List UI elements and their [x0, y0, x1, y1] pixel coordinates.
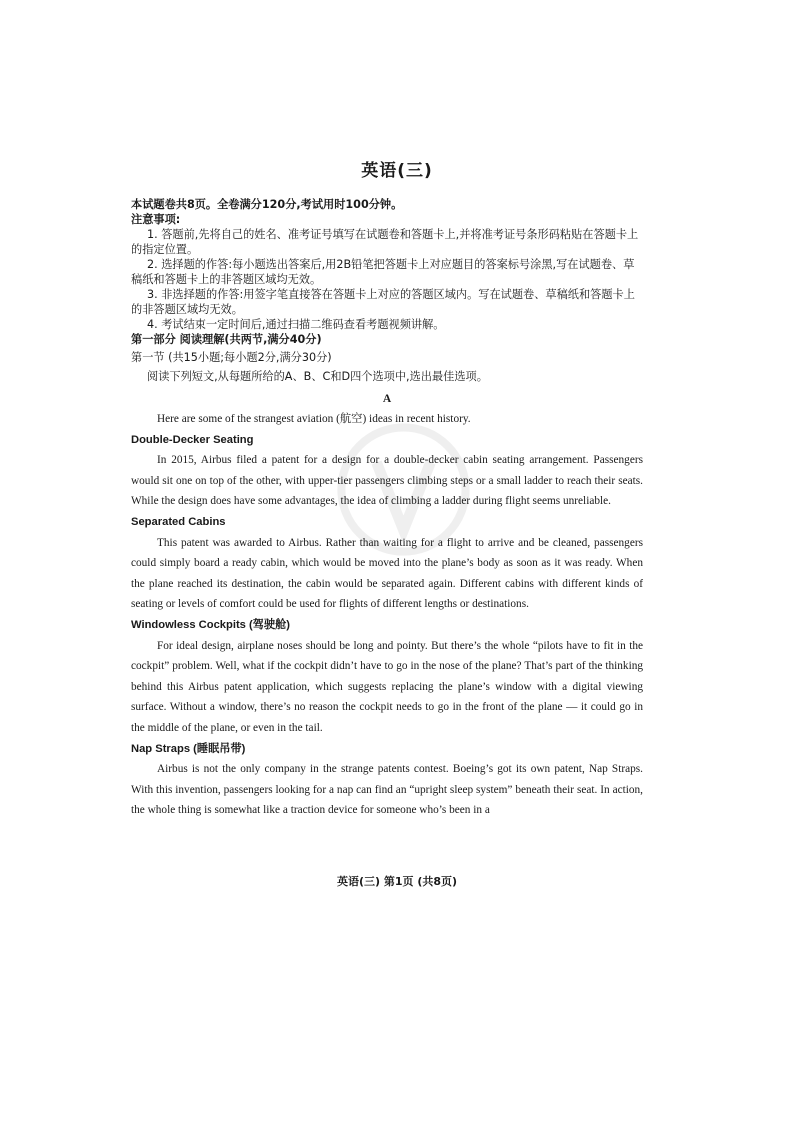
page-footer: 英语(三) 第1页 (共8页) — [336, 875, 458, 888]
notice-heading: 注意事项: — [131, 213, 181, 226]
exam-content — [131, 197, 643, 821]
section-heading: 第一节 (共15小题;每小题2分,满分30分) — [131, 351, 332, 364]
section-body-windowless-cockpits: For ideal design, airplane noses should be long and pointy. But there’s the whole “pilots have to fit in the cockpit” problem. Well, what if the cockpit didn’t have to go in the nose of the plane? That’s part of the thinking behind this Airbus patent application, which suggests replacing the plane’s window with a digital viewing surface. Without a window, there’s no reason the cockpit needs to go in the front of the plane — it could go in the middle of the plane, or even in the tail. — [131, 639, 643, 734]
notice-item: 4. 考试结束一定时间后,通过扫描二维码查看考题视频讲解。 — [147, 318, 445, 331]
section-body-double-decker: In 2015, Airbus filed a patent for a design for a double-decker cabin seating arrangement. Passengers would sit one on top of the other, with upper-tier passengers climbing steps or a small ladder to reach their seats. While the design does have some advantages, the idea of climbing a ladder during flight seems unreliable. — [131, 454, 643, 508]
passage-label: A — [382, 393, 392, 405]
section-title-separated-cabins: Separated Cabins — [131, 515, 226, 528]
section-body-separated-cabins: This patent was awarded to Airbus. Rather than waiting for a flight to arrive and be cleaned, passengers could simply board a ready cabin, which would be moved into the plane’s body as soon as it was ready. When the plane reached its destination, the cabin would be separated again. Different cabins with different kinds of seating or levels of comfort could be used for flights of different lengths or destinations. — [131, 536, 643, 611]
section-title-nap-straps: Nap Straps (睡眠吊带) — [131, 742, 246, 755]
part-heading: 第一部分 阅读理解(共两节,满分40分) — [131, 333, 322, 346]
notice-item: 2. 选择题的作答:每小题选出答案后,用2B铅笔把答题卡上对应题目的答案标号涂黑,写在试题卷、草稿纸和答题卡上的非答题区域均无效。 — [131, 258, 635, 286]
section-title-double-decker: Double-Decker Seating — [131, 433, 254, 446]
section-body-nap-straps: Airbus is not the only company in the strange patents contest. Boeing’s got its own patent, Nap Straps. With this invention, passengers looking for a nap can find an “upright sleep system” beneath their seat. In action, the whole thing is somewhat like a traction device for someone who’s been in a — [131, 763, 643, 817]
passage-intro: Here are some of the strangest aviation (航空) ideas in recent history. — [157, 413, 471, 425]
notice-item: 1. 答题前,先将自己的姓名、准考证号填写在试题卷和答题卡上,并将准考证号条形码粘贴在答题卡上的指定位置。 — [131, 228, 639, 256]
section-instruction: 阅读下列短文,从每题所给的A、B、C和D四个选项中,选出最佳选项。 — [147, 370, 488, 383]
exam-title: 英语(三) — [361, 161, 433, 181]
notice-item: 3. 非选择题的作答:用签字笔直接答在答题卡上对应的答题区域内。写在试题卷、草稿纸和答题卡上的非答题区域均无效。 — [131, 288, 635, 316]
section-title-windowless-cockpits: Windowless Cockpits (驾驶舱) — [131, 618, 291, 631]
exam-intro: 本试题卷共8页。全卷满分120分,考试用时100分钟。 — [131, 198, 403, 211]
